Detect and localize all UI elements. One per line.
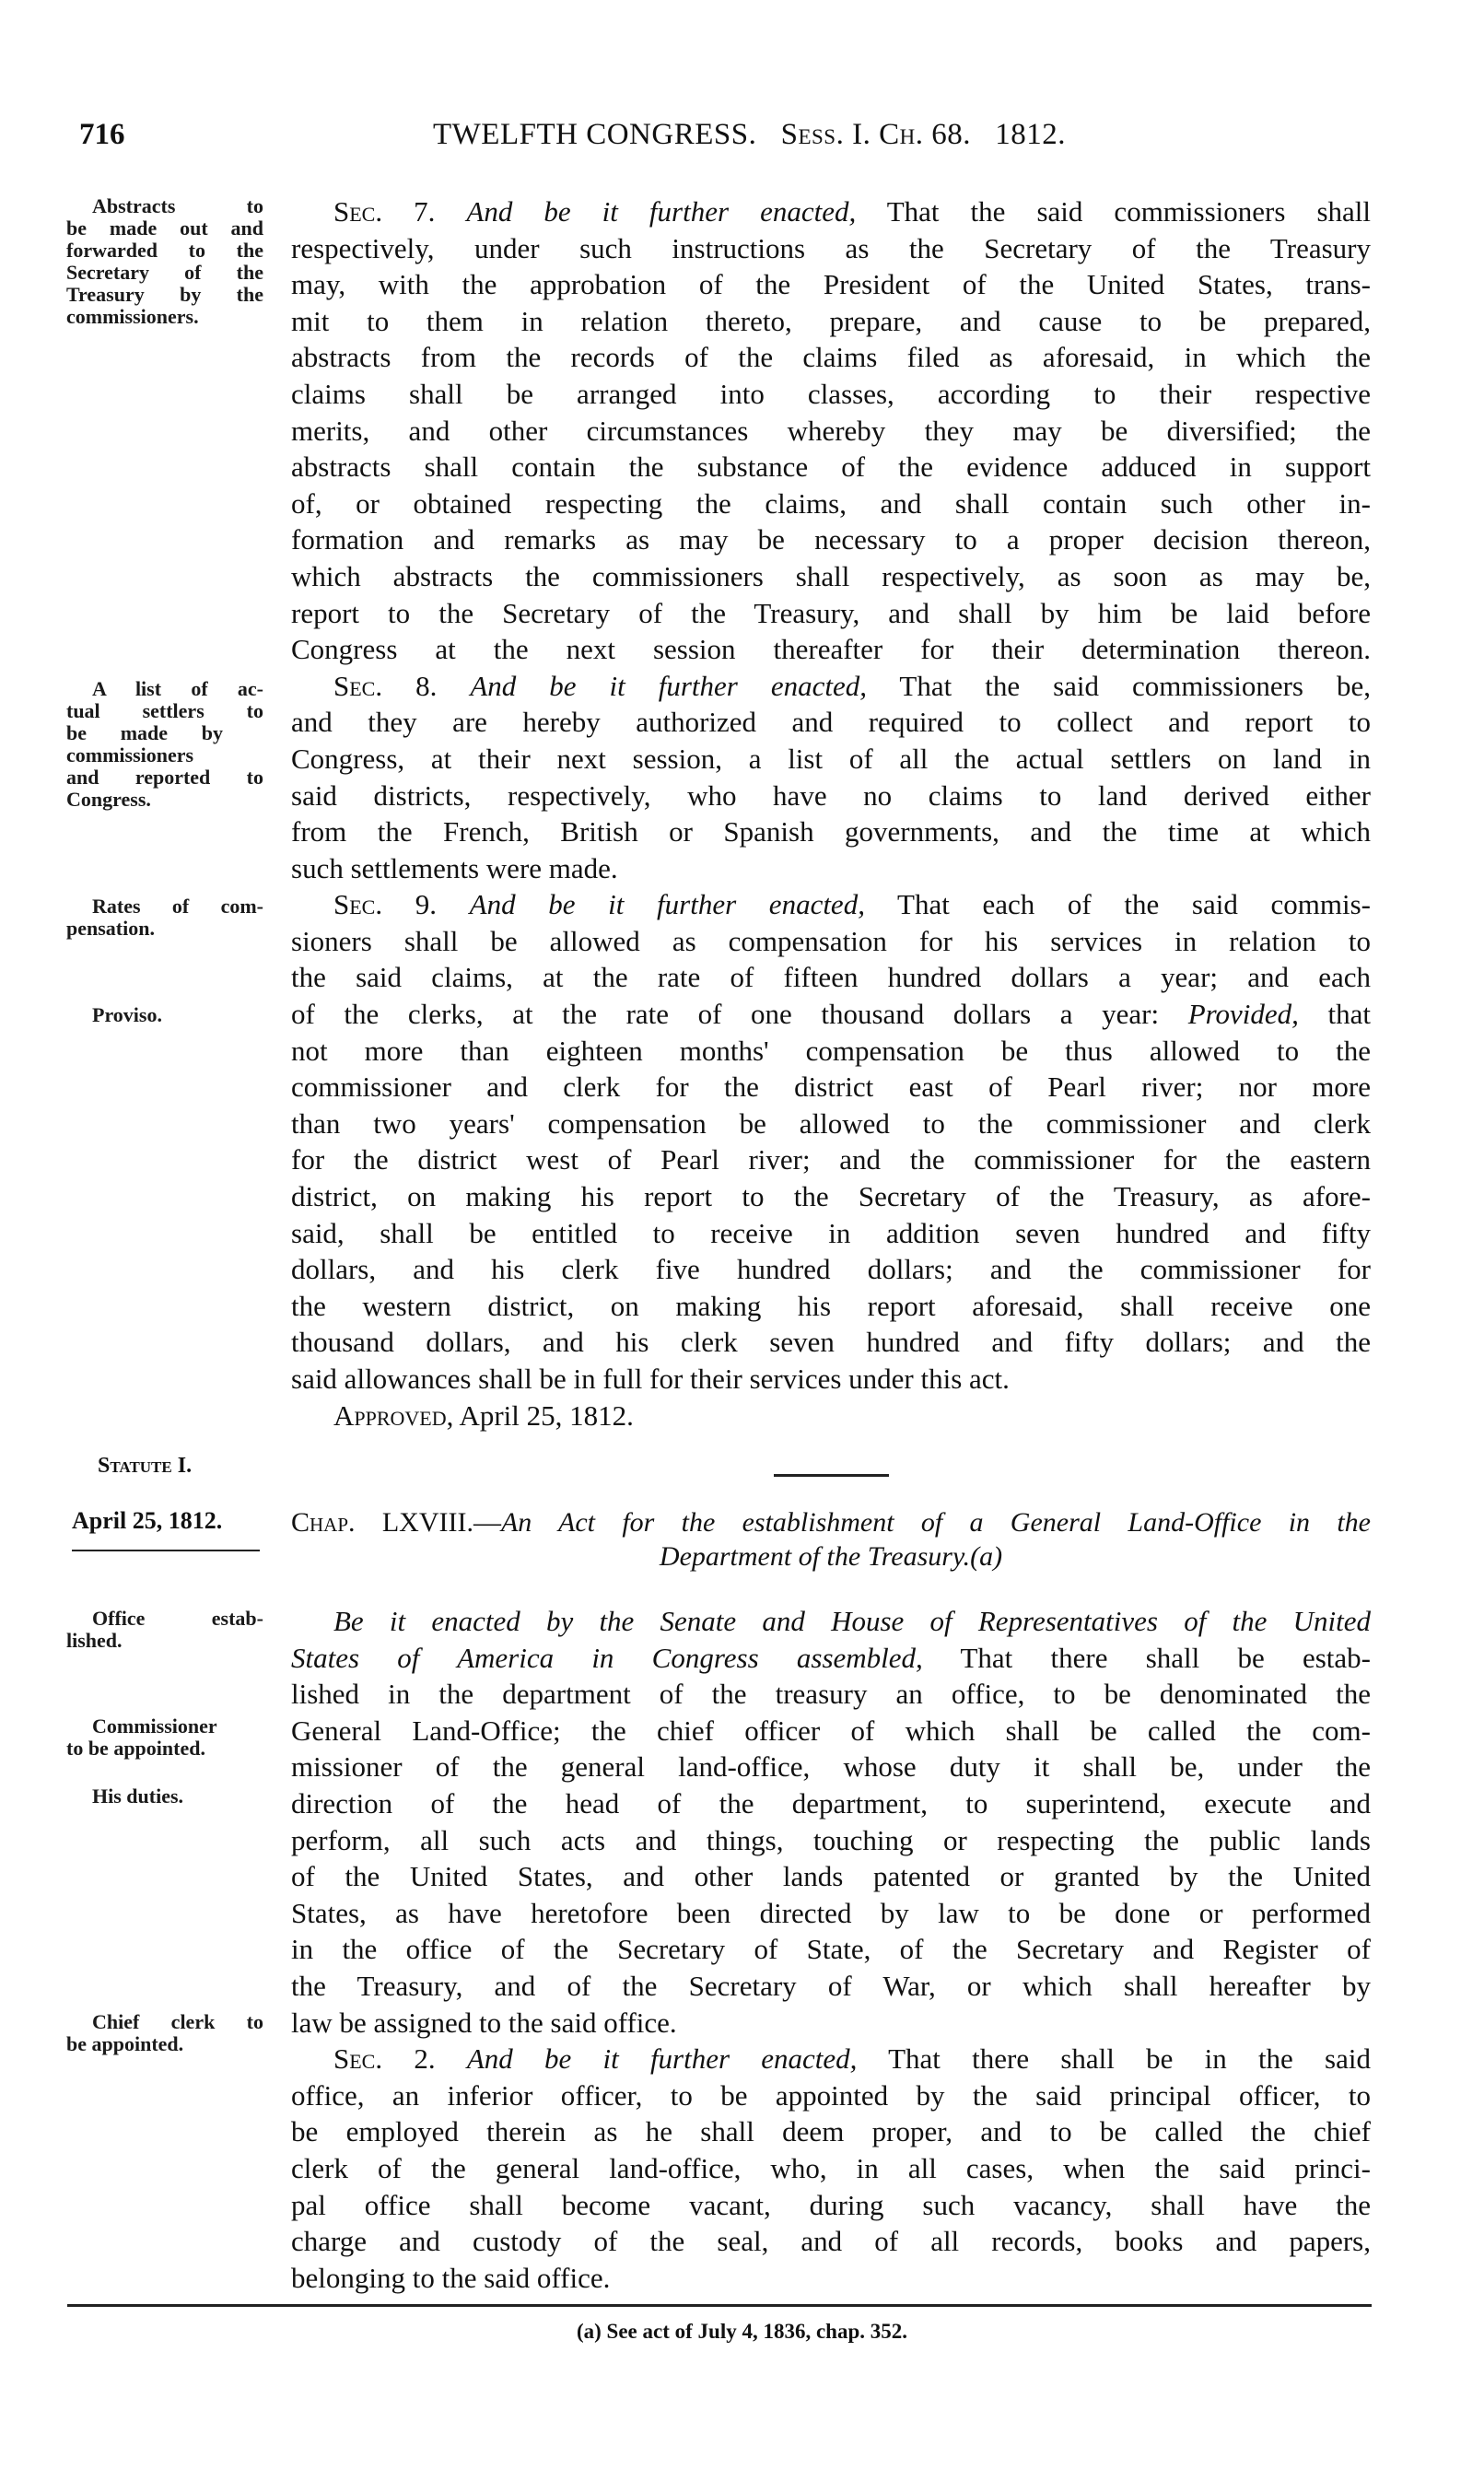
session-label: Sess. I. (780, 118, 871, 151)
margin-note-line: commissioners. (66, 305, 199, 328)
margin-note-line: Abstracts to (92, 194, 263, 217)
margin-note-line: Office estab- (92, 1607, 263, 1630)
section-text: That there shall be in the said (888, 2042, 1371, 2076)
margin-note-line: Proviso. (92, 1003, 162, 1026)
year-label: 1812. (995, 118, 1066, 151)
approval-line (291, 1398, 1371, 1434)
section-line: of, or obtained respecting the claims, and shall contain such other in- (291, 486, 1371, 520)
section-line: dollars, and his clerk five hundred dollars; and the commissioner for (291, 1253, 1371, 1286)
page-number: 716 (79, 118, 125, 151)
margin-note-line: lished. (66, 1629, 123, 1652)
margin-note-proviso (66, 1004, 263, 1026)
chapter-title: An Act for the establishment of a General Land-Office in the (500, 1507, 1371, 1538)
section-line: law be assigned to the said office. (291, 2006, 677, 2039)
section-8-line (291, 668, 1371, 705)
section-line: commissioner and clerk for the district east of Pearl river; nor more (291, 1071, 1371, 1104)
section-line: sioners shall be allowed as compensation for his services in relation to (291, 924, 1371, 957)
provided-phrase: Provided, (1187, 998, 1299, 1031)
margin-note-compensation (66, 895, 263, 940)
section-line: charge and custody of the seal, and of all records, books and papers, (291, 2225, 1371, 2258)
approved-label: Approved, (333, 1398, 454, 1432)
section-line: perform, all such acts and things, touching or respecting the public lands (291, 1823, 1371, 1856)
section-line: respectively, under such instructions as the Secretary of the Treasury (291, 231, 1371, 264)
section-line: which abstracts the commissioners shall respectively, as soon as may be, (291, 559, 1371, 592)
section-line: lished in the department of the treasury an office, to be denominated the (291, 1678, 1371, 1711)
margin-note-line: Chief clerk to (92, 2010, 263, 2033)
section-line: direction of the head of the department, to superintend, execute and (291, 1786, 1371, 1820)
section-line: thousand dollars, and his clerk seven hundred and fifty dollars; and the (291, 1326, 1371, 1359)
section-number: Sec. 7. (333, 195, 436, 228)
section-line: district, on making his report to the Secretary of the Treasury, as afore- (291, 1180, 1371, 1213)
section-line: General Land-Office; the chief officer of which shall be called the com- (291, 1714, 1371, 1747)
margin-note-line: His duties. (92, 1784, 184, 1808)
section-line: States, as have heretofore been directed by law to be done or performed (291, 1896, 1371, 1929)
enacting-clause: Be it enacted by the Senate and House of Representatives of the United (333, 1605, 1371, 1637)
statute-label: Statute I. (98, 1454, 193, 1478)
margin-note-settlers-list (66, 678, 263, 811)
section-line: and they are hereby authorized and required to collect and report to (291, 706, 1371, 739)
section-text: That there shall be estab- (960, 1641, 1371, 1674)
section-line: such settlements were made. (291, 851, 618, 884)
section-line: the Treasury, and of the Secretary of War, or which shall hereafter by (291, 1969, 1371, 2002)
date-underline (72, 1550, 260, 1551)
section-line: said, shall be entitled to receive in addition seven hundred and fifty (291, 1216, 1371, 1249)
section-divider (774, 1474, 889, 1477)
margin-note-line: be made by (66, 721, 223, 744)
enacting-phrase: And be it further enacted, (466, 2042, 858, 2076)
enacting-clause-line (291, 1640, 1371, 1677)
margin-note-line: tual settlers to (66, 699, 263, 722)
section-line: pal office shall become vacant, during such vacancy, shall have the (291, 2188, 1371, 2221)
section-line: the western district, on making his report aforesaid, shall receive one (291, 1289, 1371, 1322)
chapter-heading (291, 1504, 1371, 1573)
margin-note-abstracts (66, 195, 263, 328)
enacting-phrase: And be it further enacted, (469, 888, 865, 921)
section-line (291, 193, 1371, 230)
section-number: Sec. 8. (333, 669, 438, 702)
section-line: may, with the approbation of the President of the United States, trans- (291, 268, 1371, 301)
section-line: than two years' compensation be allowed to the commissioner and clerk (291, 1106, 1371, 1140)
section-number: Sec. 9. (333, 888, 438, 921)
section-line: abstracts shall contain the substance of the evidence adduced in support (291, 451, 1371, 484)
margin-note-line: be appointed. (66, 2032, 184, 2055)
section-line: said districts, respectively, who have no claims to land derived either (291, 778, 1371, 812)
section-line: mit to them in relation thereto, prepare, and cause to be prepared, (291, 304, 1371, 337)
section-line: be employed therein as he shall deem proper, and to be called the chief (291, 2115, 1371, 2148)
footnote-rule (67, 2304, 1372, 2307)
margin-note-line: Secretary of the (66, 261, 263, 284)
section-2-line (291, 2041, 1371, 2077)
page-header (0, 118, 1484, 158)
margin-note-line: Treasury by the (66, 283, 263, 306)
section-line: Congress at the next session thereafter for their determination thereon. (291, 633, 1371, 666)
chapter-body (291, 1603, 1371, 2296)
margin-note-line: A list of ac- (92, 677, 263, 700)
section-line: abstracts from the records of the claims filed as aforesaid, in which the (291, 341, 1371, 374)
chapter-title-line-2: Department of the Treasury.(a) (659, 1540, 1003, 1572)
margin-note-line: and reported to (66, 766, 263, 789)
chapter-label: Ch. 68. (879, 118, 971, 151)
section-line: for the district west of Pearl river; and the commissioner for the eastern (291, 1143, 1371, 1176)
margin-note-line: commissioners (66, 743, 194, 766)
statute-date: April 25, 1812. (72, 1507, 223, 1534)
section-text: that (1327, 998, 1371, 1031)
footnote: (a) See act of July 4, 1836, chap. 352. (576, 2320, 908, 2343)
margin-note-line: be made out and (66, 216, 263, 240)
section-line: report to the Secretary of the Treasury, and shall by him be laid before (291, 596, 1371, 629)
margin-note-line: Rates of com- (92, 895, 263, 918)
congress-title: TWELFTH CONGRESS. (433, 118, 757, 151)
margin-note-office-established (66, 1608, 263, 1652)
chapter-title-line (291, 1504, 1371, 1541)
enacting-phrase: And be it further enacted, (466, 195, 857, 228)
section-9-line (291, 886, 1371, 923)
section-line: not more than eighteen months' compensation be thus allowed to the (291, 1034, 1371, 1067)
section-7 (291, 193, 1371, 1433)
margin-note-chief-clerk (66, 2011, 263, 2055)
margin-note-line: to be appointed. (66, 1737, 205, 1760)
proviso-line (291, 996, 1371, 1033)
margin-note-line: Congress. (66, 788, 151, 811)
section-line: claims shall be arranged into classes, according to their respective (291, 377, 1371, 410)
section-line: missioner of the general land-office, whose duty it shall be, under the (291, 1750, 1371, 1784)
section-line: merits, and other circumstances whereby they may be diversified; the (291, 414, 1371, 447)
section-line: said allowances shall be in full for their services under this act. (291, 1363, 1010, 1395)
section-line: office, an inferior officer, to be appointed by the said principal officer, to (291, 2078, 1371, 2112)
chapter-number: Chap. LXVIII.— (291, 1507, 501, 1538)
running-head (433, 118, 1066, 152)
enacting-phrase: States of America in Congress assembled, (291, 1641, 923, 1674)
section-line: clerk of the general land-office, who, in all cases, when the said princi- (291, 2151, 1371, 2184)
margin-note-duties (66, 1785, 263, 1808)
section-line: Congress, at their next session, a list of all the actual settlers on land in (291, 742, 1371, 775)
section-line: belonging to the said office. (291, 2261, 611, 2294)
section-text: of the clerks, at the rate of one thousand dollars a year: (291, 998, 1160, 1031)
section-text: That each of the said commis- (897, 888, 1371, 921)
section-line: from the French, British or Spanish governments, and the time at which (291, 815, 1371, 848)
enacting-phrase: And be it further enacted, (470, 669, 867, 702)
section-line: in the office of the Secretary of State, of the Secretary and Register of (291, 1933, 1371, 1966)
margin-note-line: Commissioner (92, 1714, 217, 1738)
margin-note-line: pensation. (66, 917, 155, 940)
section-text: That the said commissioners be, (899, 669, 1371, 702)
section-line: formation and remarks as may be necessary to a proper decision thereon, (291, 523, 1371, 556)
section-line: of the United States, and other lands patented or granted by the United (291, 1860, 1371, 1893)
margin-note-line: forwarded to the (66, 239, 263, 262)
section-line: the said claims, at the rate of fifteen hundred dollars a year; and each (291, 961, 1371, 994)
approved-date: April 25, 1812. (459, 1398, 634, 1432)
margin-note-commissioner (66, 1715, 263, 1760)
section-text: That the said commissioners shall (886, 195, 1371, 228)
section-number: Sec. 2. (333, 2042, 436, 2076)
